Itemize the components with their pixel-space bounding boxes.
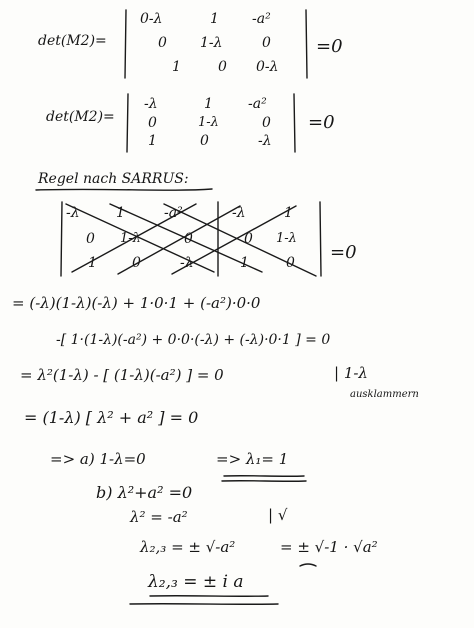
imaginary-mark [300, 564, 316, 566]
heading-underline [36, 189, 212, 190]
det2-cell: -a² [248, 96, 267, 112]
det1-cell: -a² [252, 11, 271, 27]
line-7-side: | √ [268, 506, 288, 524]
line-4: = (1-λ) [ λ² + a² ] = 0 [24, 408, 199, 427]
sarrus-bar-left [61, 202, 62, 276]
sarrus-result: =0 [330, 242, 357, 263]
sarrus-cell: -λ [66, 205, 80, 221]
line-8: λ₂,₃ = ± √-a² [140, 538, 236, 556]
sarrus-cell: 1 [240, 255, 249, 271]
det2-cell: 0 [148, 115, 157, 131]
det2-bar-left [127, 94, 128, 152]
line-3-side: | 1-λ [334, 364, 368, 382]
final-underline [150, 596, 268, 597]
det2-cell: -λ [258, 133, 272, 149]
det1-cell: 0-λ [256, 59, 279, 75]
det2-cell: -λ [144, 96, 158, 112]
det1-cell: 0 [262, 35, 271, 51]
line-1: = (-λ)(1-λ)(-λ) + 1·0·1 + (-a²)·0·0 [12, 294, 261, 312]
det1-cell: 1-λ [200, 35, 223, 51]
sarrus-bar-right [320, 202, 321, 276]
sarrus-cell: 0 [132, 255, 141, 271]
det2-cell: 0 [262, 115, 271, 131]
line-9: λ₂,₃ = ± i a [148, 572, 244, 592]
sarrus-cell: 1-λ [120, 231, 141, 246]
result-underline [222, 481, 306, 482]
final-underline [130, 604, 278, 605]
sarrus-cell: -λ [180, 255, 194, 271]
sarrus-cell: 1 [116, 205, 125, 221]
line-8-result: = ± √-1 · √a² [280, 538, 378, 556]
sarrus-cell: -a² [164, 205, 183, 221]
det1-result: =0 [316, 36, 343, 57]
det2-cell: 1-λ [198, 115, 219, 130]
det1-cell: 0 [218, 59, 227, 75]
det2-result: =0 [308, 112, 335, 133]
det1-bar-left [125, 10, 126, 78]
line-3: = λ²(1-λ) - [ (1-λ)(-a²) ] = 0 [20, 366, 224, 384]
det1-bar-right [306, 10, 307, 78]
line-7: λ² = -a² [130, 508, 188, 526]
det1-cell: 0-λ [140, 11, 163, 27]
det1-cell: 0 [158, 35, 167, 51]
det1-cell: 1 [210, 11, 219, 27]
sarrus-cell: 1-λ [276, 231, 297, 246]
det2-cell: 1 [148, 133, 157, 149]
sarrus-cell: 0 [244, 231, 253, 247]
det1-cell: 1 [172, 59, 181, 75]
sarrus-heading: Regel nach SARRUS: [38, 171, 189, 187]
sarrus-cell: -λ [232, 205, 246, 221]
sarrus-cell: 1 [88, 255, 97, 271]
det2-label: det(M2)= [46, 109, 115, 125]
line-5-result: => λ₁= 1 [216, 450, 289, 468]
line-6: b) λ²+a² =0 [96, 483, 193, 502]
line-3-note: ausklammern [350, 389, 419, 400]
det1-label: det(M2)= [38, 33, 107, 49]
sarrus-cell: 0 [184, 231, 193, 247]
sarrus-cell: 0 [86, 231, 95, 247]
sarrus-cell: 0 [286, 255, 295, 271]
result-underline [224, 476, 304, 477]
det2-cell: 0 [200, 133, 209, 149]
det2-bar-right [294, 94, 295, 152]
line-2: -[ 1·(1-λ)(-a²) + 0·0·(-λ) + (-λ)·0·1 ] = 0 [56, 332, 331, 348]
line-5: => a) 1-λ=0 [50, 450, 146, 468]
det2-cell: 1 [204, 96, 213, 112]
sarrus-cell: 1 [284, 205, 293, 221]
